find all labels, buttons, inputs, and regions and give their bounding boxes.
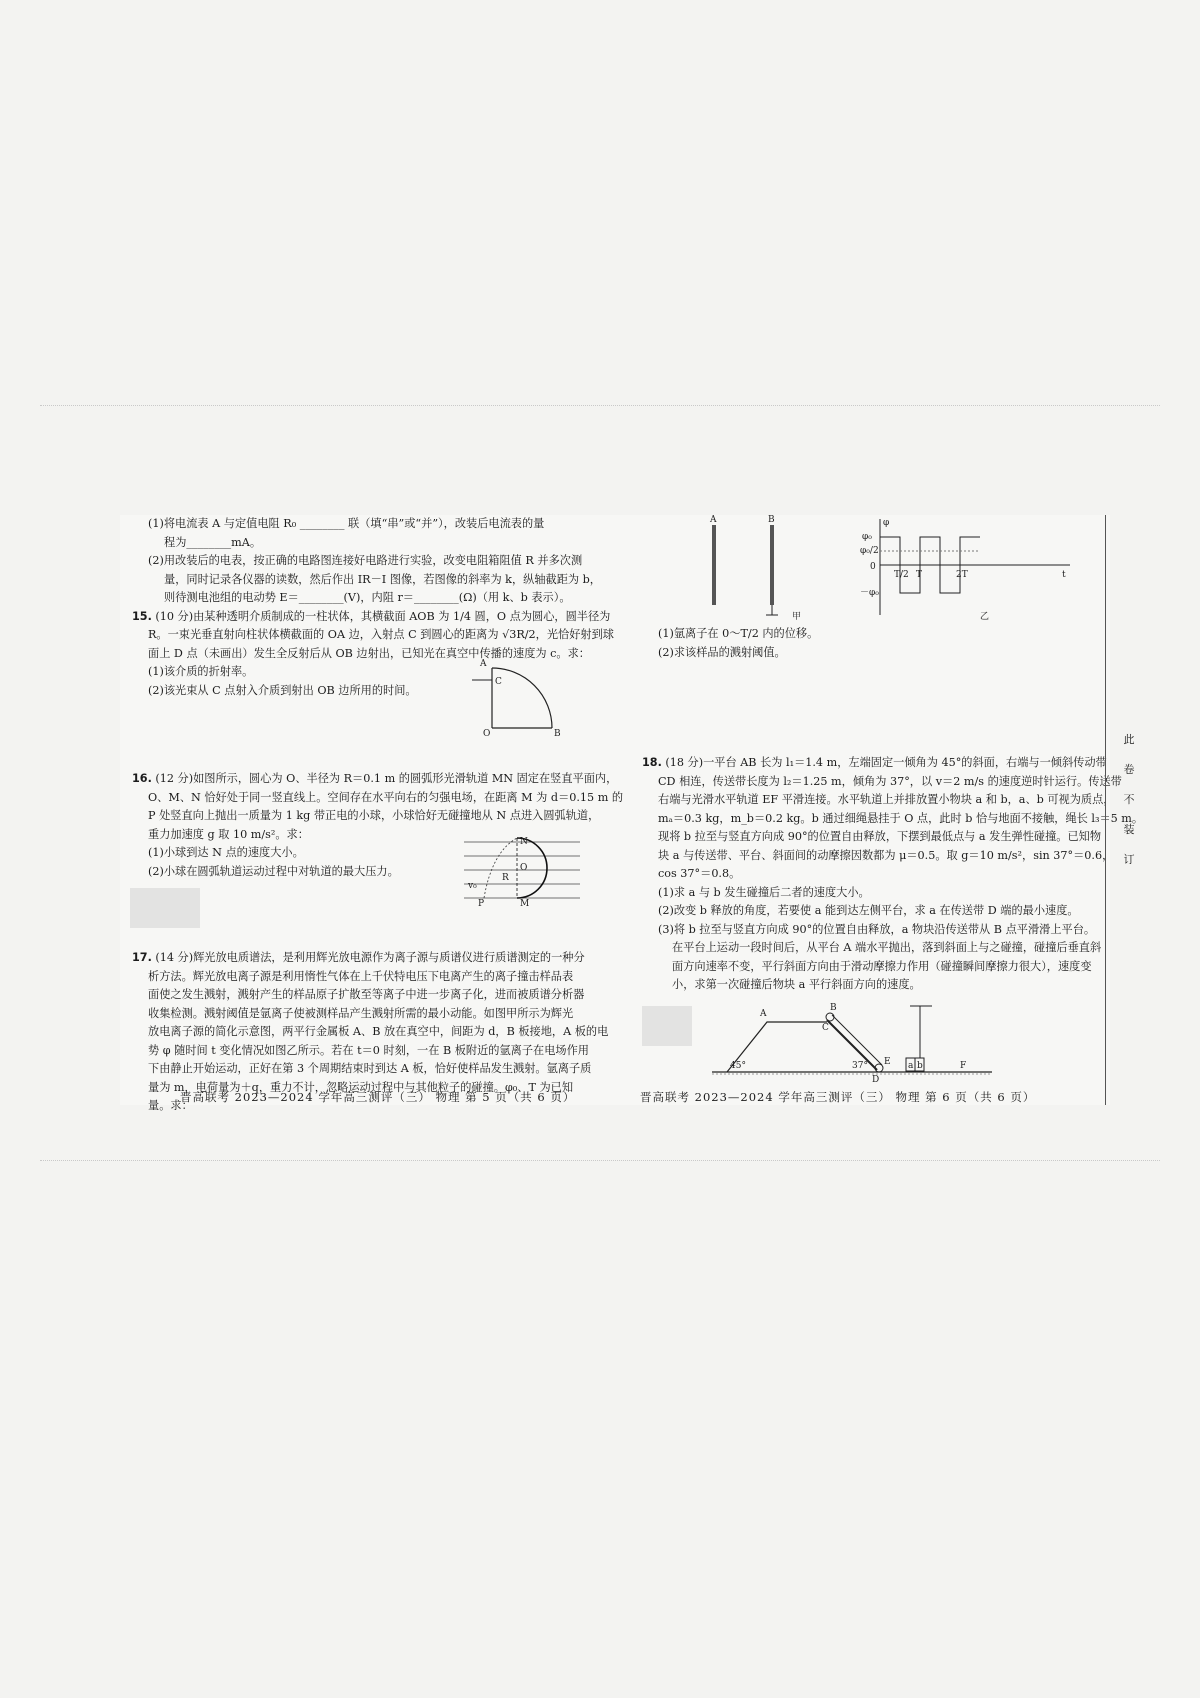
text-line: (2)该光束从 C 点射入介质到射出 OB 边所用的时间。 [148, 683, 417, 697]
text-line: 程为________mA。 [164, 535, 262, 549]
circular-track-figure [462, 832, 582, 907]
fig-label: B [554, 728, 561, 739]
quarter-circle-figure [480, 658, 582, 739]
page-footer-right: 晋高联考 2023—2024 学年高三测评（三） 物理 第 6 页（共 6 页） [640, 1090, 1036, 1104]
text-line: 重力加速度 g 取 10 m/s²。求： [148, 827, 309, 841]
text-line: 块 a 与传送带、平台、斜面间的动摩擦因数都为 μ＝0.5。取 g＝10 m/s²，sin 37°＝0.6， [658, 848, 1114, 862]
question-15 [132, 608, 614, 739]
text-line: mₐ＝0.3 kg，m_b＝0.2 kg。b 通过细绳悬挂于 O 点，此时 b 恰与地面不接触，绳长 l₃＝5 m。 [658, 811, 1144, 825]
fig-label: F [960, 1061, 967, 1071]
binding-char: 此 [1123, 733, 1135, 746]
q14-continuation [132, 515, 601, 608]
text-line: (2)改变 b 释放的角度，若要使 a 能到达左侧平台，求 a 在传送带 D 端的最小速度。 [658, 904, 1079, 917]
fig-label: 2T [956, 570, 968, 580]
parallel-plates-figure [692, 515, 822, 620]
text-line: (1)氩离子在 0～T/2 内的位移。 [658, 627, 819, 640]
binding-line [1105, 515, 1107, 1105]
text-line: 放电离子源的简化示意图，两平行金属板 A、B 放在真空中，间距为 d，B 板接地，A 板的电 [148, 1025, 609, 1038]
right-page [642, 515, 1144, 1085]
fig-label: －φ₀ [860, 588, 879, 598]
fig-label: D [872, 1075, 880, 1085]
fig-label: φ₀ [862, 532, 872, 542]
text-line: 小，求第一次碰撞后物块 a 平行斜面方向的速度。 [672, 978, 921, 991]
text-line: 面上 D 点（未画出）发生全反射后从 OB 边射出，已知光在真空中传播的速度为 c。求： [148, 646, 590, 660]
potential-time-graph [860, 515, 1080, 623]
page-footer-left: 晋高联考 2023—2024 学年高三测评（三） 物理 第 5 页（共 6 页） [180, 1090, 576, 1104]
scan-smudge [642, 1006, 692, 1046]
text-line: (3)将 b 拉至与竖直方向成 90°的位置自由释放，a 物块沿传送带从 B 点平滑滑上平台。 [658, 922, 1096, 936]
text-line: (1)将电流表 A 与定值电阻 R₀ ________ 联（填“串”或“并”），改装后电流表的量 [148, 517, 545, 530]
text-line: R。一束光垂直射向柱状体横截面的 OA 边，入射点 C 到圆心的距离为 √3R/2，光恰好射到球 [148, 628, 614, 641]
text-line: 析方法。辉光放电离子源是利用惰性气体在上千伏特电压下电离产生的离子撞击样品表 [148, 969, 574, 983]
binding-notice [1120, 725, 1138, 875]
text-line: (12 分)如图所示，圆心为 O、半径为 R＝0.1 m 的圆弧形光滑轨道 MN 固定在竖直平面内， [155, 772, 618, 785]
text-line: (1)求 a 与 b 发生碰撞后二者的速度大小。 [658, 885, 870, 899]
fig-label: 0 [870, 562, 876, 572]
question-number: 18. [642, 756, 662, 769]
text-line: 则待测电池组的电动势 E＝________(V)，内阻 r＝________(Ω)（用 k、b 表示）。 [164, 591, 571, 604]
fig-label: E [884, 1057, 891, 1067]
question-number: 15. [132, 609, 152, 623]
question-18 [642, 754, 1144, 1085]
fig-label: R [502, 873, 509, 883]
text-line: 右端与光滑水平轨道 EF 平滑连接。水平轨道上并排放置小物块 a 和 b，a、b 可视为质点， [658, 793, 1115, 806]
text-line: 面方向速率不变，平行斜面方向由于滑动摩擦力作用（碰撞瞬间摩擦力很大），速度变 [672, 959, 1092, 973]
text-line: 量，同时记录各仪器的读数，然后作出 IR－I 图像，若图像的斜率为 k，纵轴截距为 b， [164, 572, 601, 586]
fig-label: C [822, 1023, 829, 1033]
scan-smudge [130, 888, 200, 928]
text-line: 面使之发生溅射，溅射产生的样品原子扩散至等离子中进一步离子化，进而被质谱分析器 [148, 988, 585, 1001]
fig-label: B [830, 1003, 837, 1013]
fig-label: N [520, 837, 528, 847]
fig-caption: 甲 [792, 612, 802, 622]
text-line: (1)该介质的折射率。 [148, 665, 254, 678]
text-line: (2)小球在圆弧轨道运动过程中对轨道的最大压力。 [148, 864, 399, 878]
question-number: 17. [132, 951, 152, 964]
incline-conveyor-figure [712, 1002, 1002, 1084]
text-line: 下由静止开始运动，正好在第 3 个周期结束时到达 A 板，恰好使样品发生溅射。氩离子质 [148, 1062, 592, 1075]
fig-label: P [478, 899, 485, 909]
text-line: 量。求： [148, 1099, 193, 1112]
text-line: CD 相连，传送带长度为 l₂＝1.25 m，倾角为 37°，以 v＝2 m/s 的速度逆时针运行。传送带 [658, 774, 1122, 788]
fig-label: O [483, 728, 491, 739]
text-line: (14 分)辉光放电质谱法，是利用辉光放电源作为离子源与质谱仪进行质谱测定的一种分 [155, 951, 585, 964]
fig-label: v₀ [468, 881, 477, 891]
question-16 [132, 770, 624, 909]
text-line: (2)求该样品的溅射阈值。 [658, 645, 786, 659]
text-line: (18 分)一平台 AB 长为 l₁＝1.4 m，左端固定一倾角为 45°的斜面，右端与一倾斜传动带 [665, 756, 1107, 769]
exam-spread [120, 515, 1144, 1112]
fig-label: O [520, 863, 528, 873]
text-line: 在平台上运动一段时间后，从平台 A 端水平抛出，落到斜面上与之碰撞，碰撞后垂直斜 [672, 941, 1102, 954]
fig-label: A [760, 1009, 767, 1019]
fig-caption: 乙 [980, 612, 990, 622]
binding-char: 订 [1123, 853, 1135, 866]
fig-label: φ₀/2 [860, 546, 879, 556]
fig-label: T [916, 570, 923, 580]
text-line: 现将 b 拉至与竖直方向成 90°的位置自由释放，下摆到最低点与 a 发生弹性碰撞。已知物 [658, 830, 1102, 843]
text-line: O、M、N 恰好处于同一竖直线上。空间存在水平向右的匀强电场，在距离 M 为 d＝0.15 m 的 [148, 790, 624, 804]
binding-char: 卷 [1123, 763, 1135, 776]
text-line: P 处竖直向上抛出一质量为 1 kg 带正电的小球，小球恰好无碰撞地从 N 点进入圆弧轨道， [148, 809, 600, 822]
text-line: cos 37°＝0.8。 [658, 867, 741, 880]
fig-label: a [908, 1061, 914, 1071]
binding-char: 装 [1123, 823, 1135, 836]
fig-label: T/2 [894, 570, 909, 580]
fig-label: M [520, 899, 530, 909]
fig-label: 45° [730, 1061, 746, 1071]
left-page [132, 515, 624, 1116]
text-line: 收集检测。溅射阈值是氩离子使被测样品产生溅射所需的最小动能。如图甲所示为辉光 [148, 1006, 574, 1020]
fig-label: t [1062, 570, 1066, 580]
fig-label: 37° [852, 1061, 868, 1071]
text-line: (2)用改装后的电表，按正确的电路图连接好电路进行实验，改变电阻箱阻值 R 并多次测 [148, 554, 583, 567]
fig-label: b [917, 1061, 923, 1071]
text-line: 势 φ 随时间 t 变化情况如图乙所示。若在 t＝0 时刻，一在 B 板附近的氩离子在电场作用 [148, 1043, 589, 1057]
fig-label: A [480, 658, 487, 669]
fig-label: A [710, 515, 717, 525]
scan-noise-line [40, 1160, 1160, 1161]
fig-label: φ [883, 518, 890, 528]
text-line: (10 分)由某种透明介质制成的一柱状体，其横截面 AOB 为 1/4 圆，O 点为圆心，圆半径为 [155, 609, 611, 623]
binding-char: 不 [1123, 793, 1135, 806]
text-line: 量为 m，电荷量为＋q，重力不计，忽略运动过程中与其他粒子的碰撞。φ₀、T 为已知 [148, 1080, 574, 1094]
scan-noise-line [40, 405, 1160, 406]
text-line: (1)小球到达 N 点的速度大小。 [148, 846, 304, 859]
q17-figures [642, 515, 1092, 625]
fig-label: B [768, 515, 775, 525]
question-number: 16. [132, 772, 152, 785]
fig-label: C [495, 676, 502, 687]
